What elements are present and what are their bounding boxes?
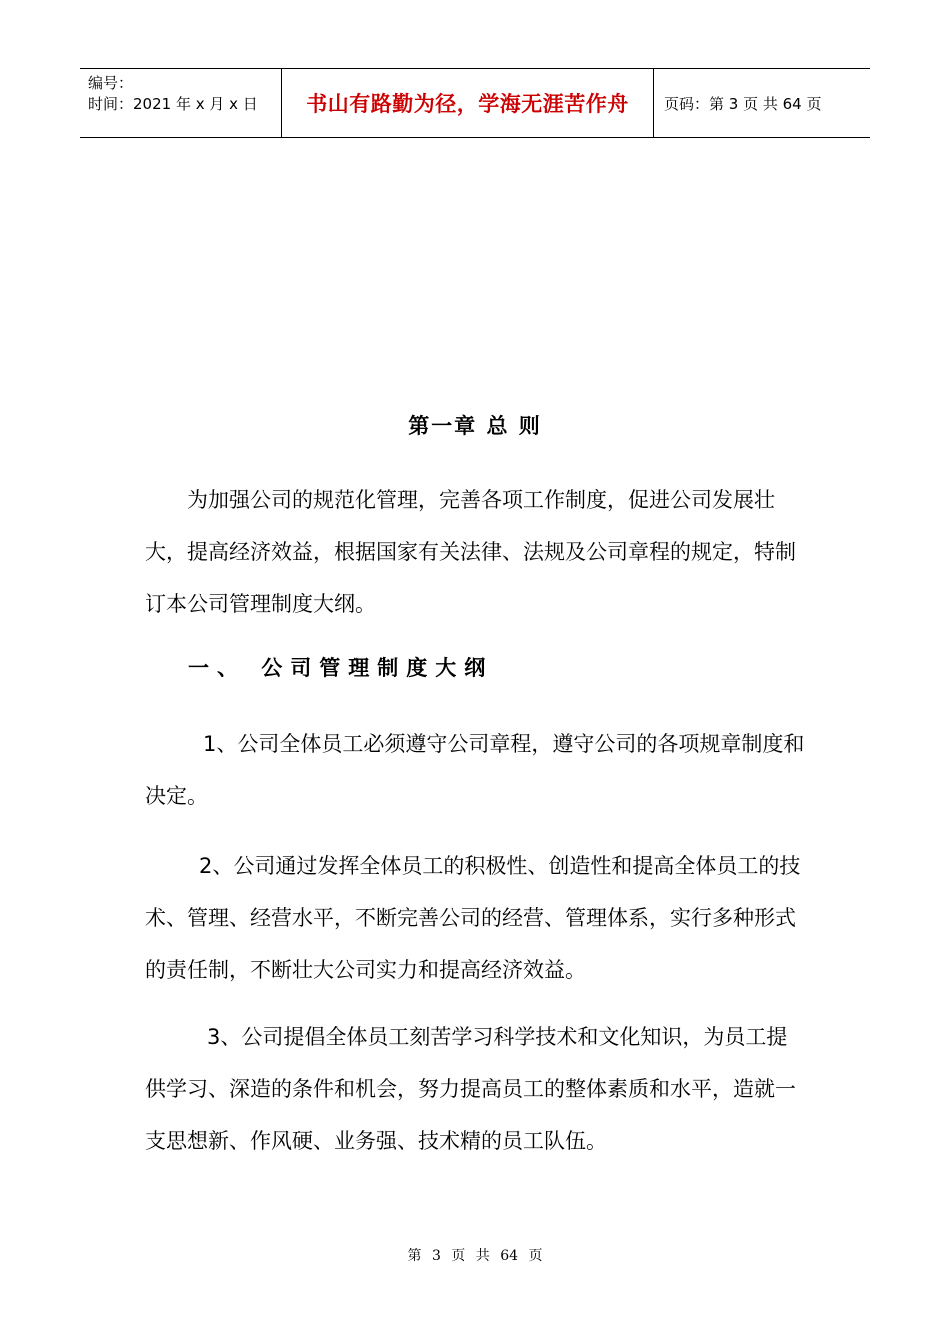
chapter-intro-paragraph: 为加强公司的规范化管理，完善各项工作制度，促进公司发展壮大，提高经济效益，根据国家有关法律、法规及公司章程的规定，特制订本公司管理制度大纲。 (145, 488, 796, 616)
document-time-label: 时间：2021 年 x 月 x 日 (88, 95, 258, 113)
document-number-label: 编号： (88, 74, 134, 92)
list-item: 2、公司通过发挥全体员工的积极性、创造性和提高全体员工的技术、管理、经营水平，不断完善公司的经营、管理体系，实行多种形式的责任制，不断壮大公司实力和提高经济效益。 (145, 854, 801, 982)
list-item: 3、公司提倡全体员工刻苦学习科学技术和文化知识，为员工提供学习、深造的条件和机会，努力提高员工的整体素质和水平，造就一支思想新、作风硬、业务强、技术精的员工队伍。 (145, 1025, 796, 1153)
document-header (80, 68, 870, 138)
chapter-title: 第一章 总 则 (408, 414, 542, 438)
section-title: 一、 公司管理制度大纲 (188, 656, 494, 680)
header-meta (80, 69, 281, 137)
page-footer: 第 3 页 共 64 页 (407, 1248, 543, 1264)
list-item: 1、公司全体员工必须遵守公司章程，遵守公司的各项规章制度和决定。 (145, 732, 805, 808)
header-motto: 书山有路勤为径，学海无涯苦作舟 (281, 69, 654, 137)
header-page-info: 页码：第 3 页 共 64 页 (664, 94, 822, 113)
